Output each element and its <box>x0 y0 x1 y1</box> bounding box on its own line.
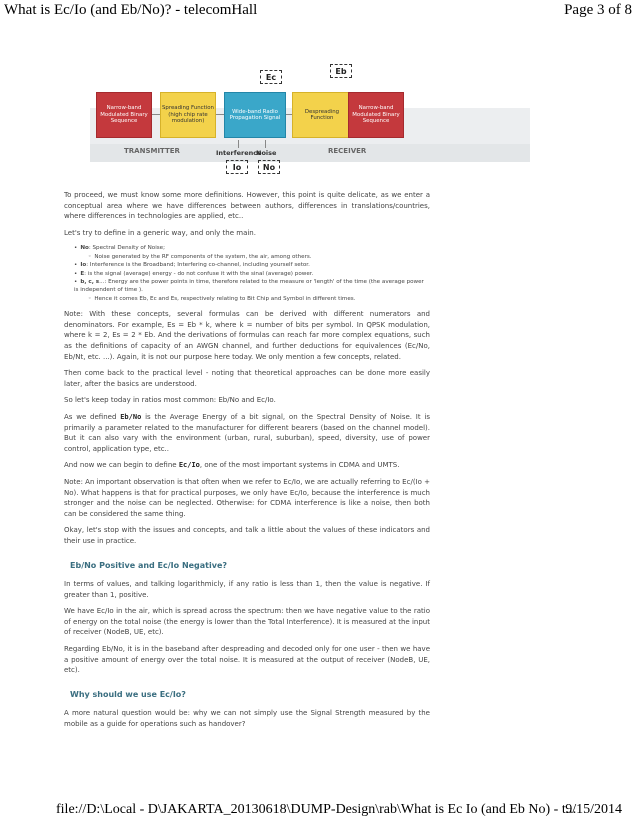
section-heading: Why should we use Ec/Io? <box>70 689 186 699</box>
rx-narrowband-block: Narrow-band Modulated Binary Sequence <box>348 92 404 138</box>
receiver-label: RECEIVER <box>328 147 367 155</box>
paragraph: Let's try to define in a generic way, and only the main. <box>64 228 256 237</box>
list-item: • E: is the signal (average) energy - do not confuse it with the sinal (average) power. <box>74 270 430 278</box>
paragraph: We have Ec/Io in the air, which is spread across the spectrum: then we have negative value to the ratio of energy on the total noise (the energy is lower than the Total Interference). It is measured at the input of receiver (NodeB, UE, etc). <box>64 607 430 637</box>
list-item: ◦ Hence it comes Eb, Ec and Es, respectively relating to Bit Chip and Symbol in different times. <box>74 295 430 303</box>
print-date: 9/15/2014 <box>565 802 622 817</box>
browser-print-footer <box>56 802 622 820</box>
noise-arrow <box>265 140 266 148</box>
no-label: No <box>258 160 280 174</box>
list-item: • b, c, s...: Energy are the power points in time, therefore related to the measure or 'length' of the time (the average power is independent of time ). <box>74 278 430 295</box>
paragraph: Okay, let's stop with the issues and concepts, and talk a little about the values of these indicators and their use in practice. <box>64 526 430 545</box>
page-number: Page 3 of 8 <box>564 2 632 18</box>
paragraph: In terms of values, and talking logarithmicly, if any ratio is less than 1, then the value is negative. If greater than 1, positive. <box>64 580 430 599</box>
paragraph: And now we can begin to define Ec/Io, one of the most important systems in CDMA and UMTS. <box>64 461 400 470</box>
paragraph: So let's keep today in ratios most common: Eb/No and Ec/Io. <box>64 396 276 405</box>
file-path: file://D:\Local - D\JAKARTA_20130618\DUMP-Design\rab\What is Ec Io (and Eb No) - t... <box>56 802 577 817</box>
eb-label: Eb <box>330 64 352 78</box>
io-label: Io <box>226 160 248 174</box>
tx-narrowband-block: Narrow-band Modulated Binary Sequence <box>96 92 152 138</box>
transmission-diagram <box>90 56 530 188</box>
ec-label: Ec <box>260 70 282 84</box>
spreading-block: Spreading Function (high chip rate modulation) <box>160 92 216 138</box>
list-item: • No: Spectral Density of Noise; <box>74 244 430 252</box>
paragraph: To proceed, we must know some more definitions. However, this point is quite delicate, as we enter a conceptual area where we have differences between authors, differences in translations/countries, where differences in technologies are applied, etc.. <box>64 191 430 221</box>
list-item: ◦ Noise generated by the RF components of the system, the air, among others. <box>74 253 430 261</box>
interference-label: Interference <box>216 149 262 157</box>
transmitter-label: TRANSMITTER <box>124 147 180 155</box>
noise-label: Noise <box>256 149 277 157</box>
article-body <box>64 190 430 736</box>
arrow-2 <box>216 114 224 115</box>
paragraph: Note: With these concepts, several formulas can be derived with different numerators and denominators. For example, Es = Eb * k, where k = number of bits per symbol. In QPSK modulation, where k = 2, Es = 2 * Eb. And the derivations of formulas can reach far more complex equations, such as the definitions of capacity of an AWGN channel, and further deductions for equivalences (Ec/No, Eb/Nt, etc. ...). Again, it is not our purpose here today. We only mention a few concepts, related. <box>64 310 430 361</box>
interference-arrow <box>238 140 239 148</box>
section-heading: Eb/No Positive and Ec/Io Negative? <box>70 560 228 570</box>
paragraph: Note: An important observation is that often when we refer to Ec/Io, we are actually referring to Ec/(Io + No). What happens is that for practical purposes, we only have Ec/Io, because the interference is much stronger and the noise can be neglected. Otherwise: for CDMA interference is like a noise, then both can be considered the same thing. <box>64 477 430 518</box>
despreading-block: Despreading Function <box>292 92 352 138</box>
paragraph: Then come back to the practical level - noting that theoretical approaches can be done more easily later, after the basics are understood. <box>64 369 430 388</box>
wideband-block: Wide-band Radio Propagation Signal <box>224 92 286 138</box>
page-title: What is Ec/Io (and Eb/No)? - telecomHall <box>4 2 258 18</box>
arrow-1 <box>152 114 160 115</box>
paragraph: Regarding Eb/No, it is in the baseband after despreading and decoded only for one user - then we have a positive amount of energy over the total noise. It is measured at the output of receiver (NodeB, UE, etc). <box>64 645 430 675</box>
paragraph: A more natural question would be: why we can not simply use the Signal Strength measured by the mobile as a guide for operations such as handover? <box>64 709 430 729</box>
list-item: • Io: Interference is the Broadband; Interfering co-channel, including yourself setor. <box>74 261 430 269</box>
paragraph: As we defined Eb/No is the Average Energy of a bit signal, on the Spectral Density of Noise. It is primarily a parameter related to the manufacturer for different bearers (based on the channel model). But it can also vary with the environment (urban, rural, suburban), speed, diversity, use of power control, application type, etc.. <box>64 412 430 453</box>
definition-list <box>74 244 430 303</box>
browser-print-header <box>4 2 632 24</box>
